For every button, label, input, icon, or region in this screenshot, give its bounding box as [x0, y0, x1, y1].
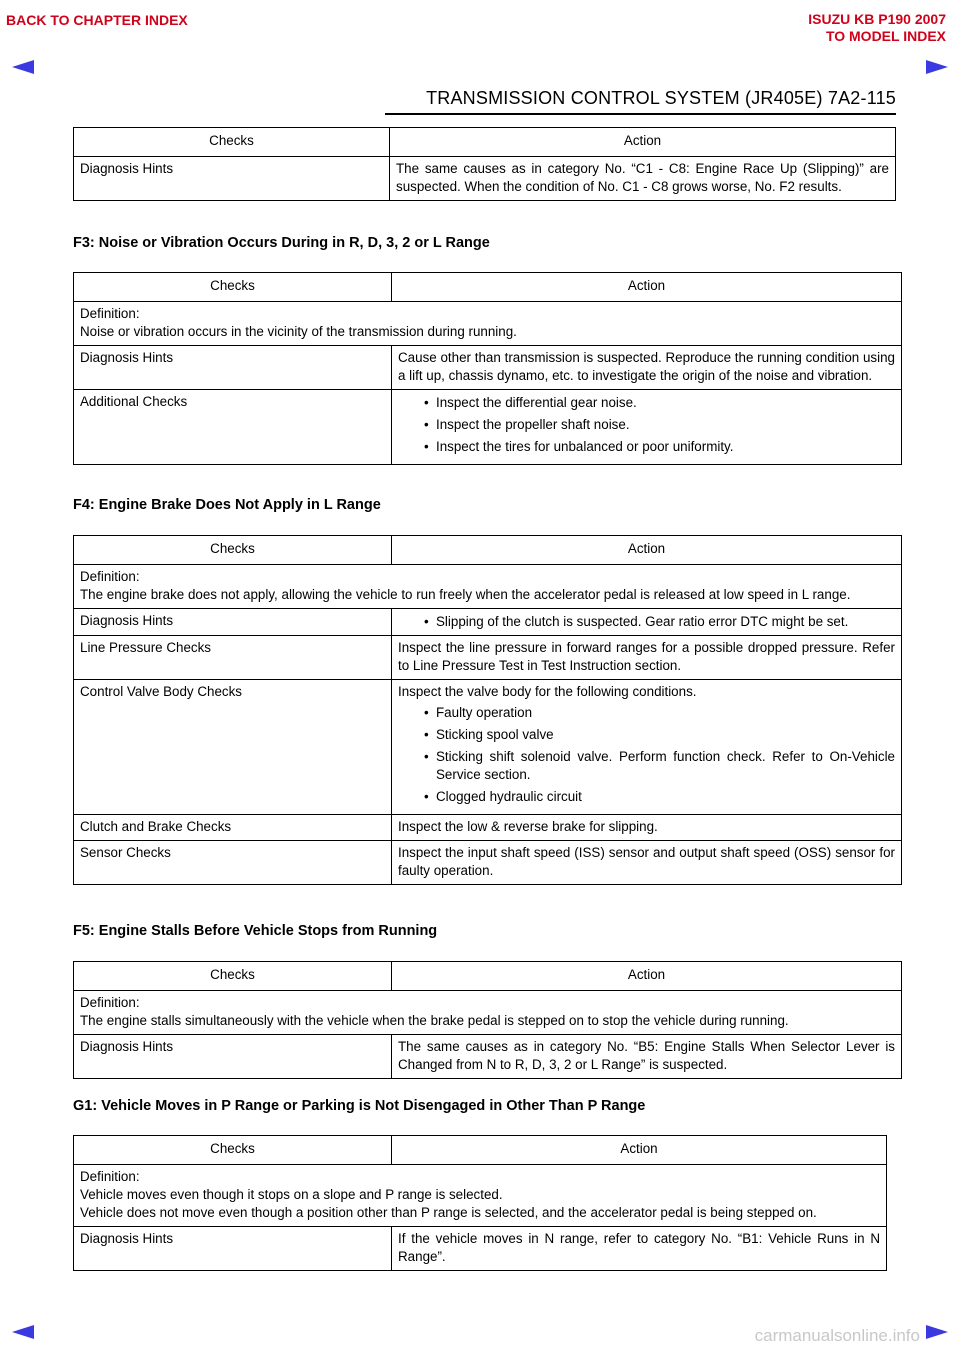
table-row	[74, 1035, 902, 1079]
checks-header: Checks	[74, 1136, 392, 1165]
section-heading-f5: F5: Engine Stalls Before Vehicle Stops from Running	[73, 923, 438, 939]
check-cell: Additional Checks	[74, 390, 392, 465]
action-header: Action	[392, 536, 902, 565]
list-item: • Slipping of the clutch is suspected. Gear ratio error DTC might be set.	[424, 613, 895, 631]
table-row	[74, 157, 896, 201]
section-heading-g1: G1: Vehicle Moves in P Range or Parking is Not Disengaged in Other Than P Range	[73, 1098, 646, 1114]
action-header: Action	[390, 128, 896, 157]
list-item: • Inspect the propeller shaft noise.	[424, 416, 895, 434]
checks-header: Checks	[74, 536, 392, 565]
section-heading-f3: F3: Noise or Vibration Occurs During in R, D, 3, 2 or L Range	[73, 235, 490, 251]
list-item: • Sticking shift solenoid valve. Perform function check. Refer to On-Vehicle Service section.	[424, 748, 895, 784]
bullet-list	[398, 394, 895, 456]
check-cell: Diagnosis Hints	[74, 1035, 392, 1079]
back-to-chapter-index-link[interactable]: BACK TO CHAPTER INDEX	[6, 12, 188, 28]
action-cell	[392, 390, 902, 465]
list-item: • Inspect the differential gear noise.	[424, 394, 895, 412]
action-cell	[392, 680, 902, 815]
action-cell: Cause other than transmission is suspected. Reproduce the running condition using a lift up, chassis dynamo, etc. to investigate the origin of the noise and vibration.	[392, 346, 902, 390]
f5-checks-table	[73, 961, 902, 1079]
check-cell: Control Valve Body Checks	[74, 680, 392, 815]
action-cell: The same causes as in category No. “C1 - C8: Engine Race Up (Slipping)” are suspected. When the condition of No. C1 - C8 grows worse, No. F2 results.	[390, 157, 896, 201]
model-index-link[interactable]	[808, 11, 946, 45]
previous-page-arrow-icon[interactable]	[12, 60, 34, 74]
table-row	[74, 1227, 887, 1271]
action-header: Action	[392, 1136, 887, 1165]
table-header-row	[74, 273, 902, 302]
table-row	[74, 636, 902, 680]
page-header-title: TRANSMISSION CONTROL SYSTEM (JR405E) 7A2-115	[426, 88, 896, 108]
next-page-arrow-icon[interactable]	[926, 1325, 948, 1339]
checks-header: Checks	[74, 962, 392, 991]
check-cell: Diagnosis Hints	[74, 157, 390, 201]
list-item: • Clogged hydraulic circuit	[424, 788, 895, 806]
table-header-row	[74, 962, 902, 991]
action-cell	[392, 609, 902, 636]
f3-checks-table	[73, 272, 902, 465]
action-cell: Inspect the line pressure in forward ranges for a possible dropped pressure. Refer to Line Pressure Test in Test Instruction section.	[392, 636, 902, 680]
f4-checks-table	[73, 535, 902, 885]
table-row	[74, 815, 902, 841]
table-header-row	[74, 1136, 887, 1165]
header-divider	[385, 113, 896, 115]
action-cell: If the vehicle moves in N range, refer to category No. “B1: Vehicle Runs in N Range”.	[392, 1227, 887, 1271]
definition-label: Definition:	[80, 306, 140, 321]
checks-header: Checks	[74, 273, 392, 302]
definition-text: The engine stalls simultaneously with the vehicle when the brake pedal is stepped on to stop the vehicle during running.	[80, 1013, 789, 1028]
definition-text: Noise or vibration occurs in the vicinity of the transmission during running.	[80, 324, 517, 339]
action-cell: The same causes as in category No. “B5: Engine Stalls When Selector Lever is Changed from N to R, D, 3, 2 or L Range” is suspected.	[392, 1035, 902, 1079]
action-header: Action	[392, 962, 902, 991]
table-row	[74, 680, 902, 815]
definition-text: Vehicle moves even though it stops on a slope and P range is selected.	[80, 1187, 503, 1202]
check-cell: Clutch and Brake Checks	[74, 815, 392, 841]
checks-header: Checks	[74, 128, 390, 157]
definition-row	[74, 991, 902, 1035]
action-header: Action	[392, 273, 902, 302]
definition-row	[74, 1165, 887, 1227]
watermark-text: carmanualsonline.info	[754, 1326, 920, 1345]
valve-intro-text: Inspect the valve body for the following conditions.	[398, 684, 697, 699]
list-item: • Faulty operation	[424, 704, 895, 722]
bullet-list	[398, 613, 895, 631]
table-header-row	[74, 536, 902, 565]
definition-label: Definition:	[80, 1169, 140, 1184]
previous-page-arrow-icon[interactable]	[12, 1325, 34, 1339]
definition-row	[74, 565, 902, 609]
table-row	[74, 346, 902, 390]
definition-text: Vehicle does not move even though a position other than P range is selected, and the accelerator pedal is being stepped on.	[80, 1205, 817, 1220]
check-cell: Diagnosis Hints	[74, 1227, 392, 1271]
top-checks-table	[73, 127, 896, 201]
check-cell: Diagnosis Hints	[74, 346, 392, 390]
table-header-row	[74, 128, 896, 157]
to-model-index-label[interactable]: TO MODEL INDEX	[825, 28, 946, 44]
table-row	[74, 390, 902, 465]
list-item: • Sticking spool valve	[424, 726, 895, 744]
action-cell: Inspect the low & reverse brake for slipping.	[392, 815, 902, 841]
definition-row	[74, 302, 902, 346]
check-cell: Diagnosis Hints	[74, 609, 392, 636]
next-page-arrow-icon[interactable]	[926, 60, 948, 74]
table-row	[74, 609, 902, 636]
check-cell: Line Pressure Checks	[74, 636, 392, 680]
definition-label: Definition:	[80, 995, 140, 1010]
action-cell: Inspect the input shaft speed (ISS) sensor and output shaft speed (OSS) sensor for faulty operation.	[392, 841, 902, 885]
bullet-list	[398, 704, 895, 806]
list-item: • Inspect the tires for unbalanced or poor uniformity.	[424, 438, 895, 456]
table-row	[74, 841, 902, 885]
model-name[interactable]: ISUZU KB P190 2007	[808, 11, 946, 27]
check-cell: Sensor Checks	[74, 841, 392, 885]
section-heading-f4: F4: Engine Brake Does Not Apply in L Range	[73, 497, 381, 513]
definition-label: Definition:	[80, 569, 140, 584]
g1-checks-table	[73, 1135, 887, 1271]
definition-text: The engine brake does not apply, allowing the vehicle to run freely when the accelerator pedal is released at low speed in L range.	[80, 587, 851, 602]
